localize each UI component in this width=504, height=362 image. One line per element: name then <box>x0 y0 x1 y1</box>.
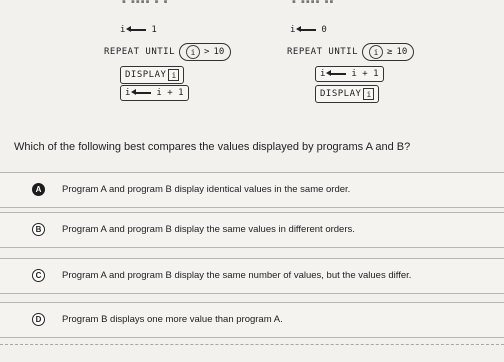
condition-var: i <box>186 45 200 59</box>
choice-d-text: Program B displays one more value than program A. <box>62 314 283 325</box>
display-keyword: DISPLAY <box>320 89 362 99</box>
display-var: i <box>363 88 374 100</box>
init-value: 0 <box>321 25 327 35</box>
choice-c-badge[interactable]: C <box>32 269 45 282</box>
display-var: i <box>168 69 179 81</box>
choice-a-text: Program A and program B display identical values in the same order. <box>62 184 351 195</box>
init-var: i <box>120 25 126 35</box>
repeat-keyword: REPEAT UNTIL <box>104 47 176 57</box>
condition-value: 10 <box>213 47 225 57</box>
choice-c[interactable] <box>0 258 504 294</box>
update-expr: i + 1 <box>351 69 379 79</box>
repeat-condition <box>362 43 414 61</box>
choice-b-text: Program A and program B display the same values in different orders. <box>62 224 355 235</box>
update-expr: i + 1 <box>156 88 184 98</box>
update-var: i <box>125 88 131 98</box>
init-var: i <box>290 25 296 35</box>
display-keyword: DISPLAY <box>125 70 167 80</box>
condition-operator: ≥ <box>387 47 393 57</box>
choice-a-badge[interactable]: A <box>32 183 45 196</box>
condition-operator: > <box>204 47 210 57</box>
update-var: i <box>320 69 326 79</box>
choice-b-badge[interactable]: B <box>32 223 45 236</box>
page-divider <box>0 344 504 345</box>
choice-c-text: Program A and program B display the same number of values, but the values differ. <box>62 270 412 281</box>
program-b-repeat <box>287 43 414 61</box>
question-text: Which of the following best compares the values displayed by programs A and B? <box>14 141 411 153</box>
repeat-keyword: REPEAT UNTIL <box>287 47 359 57</box>
choice-a[interactable] <box>0 172 504 208</box>
condition-var: i <box>369 45 383 59</box>
program-b-update-block <box>315 66 384 82</box>
program-b-init <box>290 25 327 35</box>
init-value: 1 <box>151 25 157 35</box>
program-b-display-block <box>315 85 379 103</box>
choice-d[interactable] <box>0 302 504 338</box>
program-b <box>0 0 504 130</box>
condition-value: 10 <box>396 47 408 57</box>
assign-arrow-icon <box>330 73 346 75</box>
assign-arrow-icon <box>300 29 316 31</box>
choice-d-badge[interactable]: D <box>32 313 45 326</box>
cropped-header-a: ▪ ▪▪▪▪ ▪ ▪ <box>122 0 169 6</box>
choice-b[interactable] <box>0 212 504 248</box>
cropped-header-b: ▪ ▪▪▪▪ ▪▪ <box>292 0 335 6</box>
